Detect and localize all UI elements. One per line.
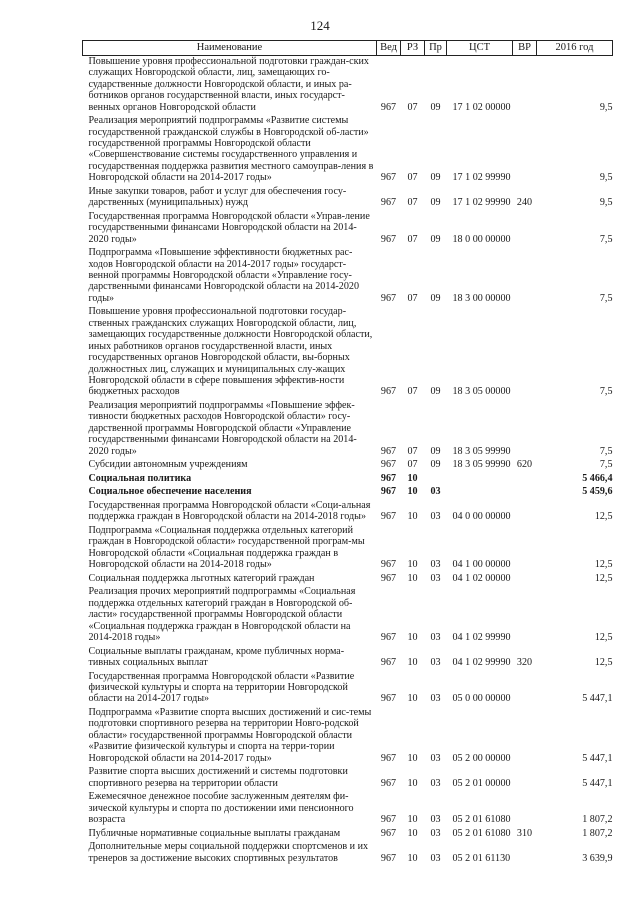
table-row	[83, 306, 613, 399]
row-pr: 09	[430, 445, 441, 457]
row-name: Государственная программа Новгородской области «Управ-ление государственными финансами Новгородской области на 2014-2020 годы»	[88, 210, 370, 245]
row-amount: 9,5	[599, 197, 613, 209]
row-vr	[513, 211, 537, 247]
row-amount: 7,5	[599, 233, 613, 245]
row-vr	[513, 586, 537, 645]
table-row	[83, 841, 613, 866]
row-ved: 967	[380, 813, 397, 825]
table-row	[83, 186, 613, 211]
row-ved: 967	[380, 656, 397, 668]
row-pr: 03	[430, 693, 441, 705]
table-row	[83, 500, 613, 525]
row-name: Реализация мероприятий подпрограммы «Развитие системы государственной гражданской службы в Новгородской об-ласти» государственной программы Новгородской области «Совершенствование системы государственного управления и государственная поддержка развития местного самоуправ-ления в Новгородской области на 2014-2017 годы»	[88, 115, 374, 184]
budget-table	[82, 40, 613, 866]
table-row	[83, 247, 613, 306]
row-cst: 18 0 00 00000	[452, 233, 511, 245]
row-vr	[513, 841, 537, 866]
header-name: Наименование	[83, 41, 377, 56]
row-pr: 03	[430, 656, 441, 668]
row-rz: 07	[407, 459, 418, 471]
row-pr: 09	[430, 172, 441, 184]
row-rz: 10	[407, 813, 418, 825]
row-name: Подпрограмма «Социальная поддержка отдельных категорий граждан в Новгородской области» государственной програм-мы Новгородской области «Социальная поддержка граждан в Новгородской области на 2014-2018 годы»	[88, 524, 365, 571]
row-amount: 7,5	[599, 445, 613, 457]
row-ved: 967	[380, 101, 397, 113]
row-ved: 967	[380, 233, 397, 245]
row-name: Реализация прочих мероприятий подпрограммы «Социальная поддержка отдельных категорий граждан в Новгородской об-ласти» государственной программы Новгородской области «Социальная поддержка граждан в Новгородской области на 2014-2018 годы»	[88, 586, 356, 643]
row-cst: 04 1 00 00000	[452, 559, 511, 571]
row-pr	[425, 473, 447, 487]
table-row	[83, 486, 613, 500]
row-ved: 967	[380, 459, 397, 471]
table-row	[83, 586, 613, 645]
header-year: 2016 год	[537, 41, 613, 56]
row-rz: 07	[407, 172, 418, 184]
row-vr: 310	[516, 827, 533, 839]
row-cst: 18 3 05 99990	[452, 445, 511, 457]
row-rz: 10	[407, 511, 418, 523]
row-pr: 03	[430, 852, 441, 864]
row-name: Публичные нормативные социальные выплаты гражданам	[88, 827, 341, 839]
row-amount: 12,5	[594, 559, 613, 571]
row-cst: 04 0 00 00000	[452, 511, 511, 523]
table-row	[83, 525, 613, 573]
row-ved: 967	[380, 852, 397, 864]
row-pr: 03	[430, 827, 441, 839]
row-name: Реализация мероприятий подпрограммы «Повышение эффек-тивности бюджетных расходов Новгородской области» госу-дарственной программы Новгородской области «Управление государственными финансами Новгородской области на 2014-2020 годы»	[88, 399, 357, 457]
row-name: Подпрограмма «Повышение эффективности бюджетных рас-ходов Новгородской области на 2014-2017 годы» государст-венной программы Новгородской области «Управление госу-дарственными финансами Новгородской области на 2014-2020 годы»	[88, 247, 359, 304]
row-rz: 10	[407, 693, 418, 705]
row-cst: 17 1 02 00000	[452, 101, 511, 113]
row-cst: 04 1 02 99990	[452, 631, 511, 643]
row-amount: 7,5	[599, 459, 613, 471]
table-row	[83, 646, 613, 671]
row-amount: 7,5	[599, 386, 613, 398]
table-row	[83, 766, 613, 791]
row-pr: 03	[430, 486, 441, 498]
row-ved: 967	[380, 693, 397, 705]
row-vr	[513, 115, 537, 186]
row-name: Государственная программа Новгородской области «Соци-альная поддержка граждан в Новгородской области на 2014-2018 годы»	[88, 499, 371, 523]
row-ved: 967	[380, 559, 397, 571]
row-name: Государственная программа Новгородской области «Развитие физической культуры и спорта на территории Новгородской области на 2014-2017 годы»	[88, 670, 355, 705]
row-rz: 10	[407, 827, 418, 839]
row-amount: 12,5	[594, 631, 613, 643]
row-rz: 10	[407, 852, 418, 864]
header-vr: ВР	[513, 41, 537, 56]
row-rz: 07	[407, 386, 418, 398]
row-ved: 967	[380, 472, 397, 484]
row-cst: 18 3 05 00000	[452, 386, 511, 398]
row-rz: 07	[407, 197, 418, 209]
row-name: Развитие спорта высших достижений и системы подготовки спортивного резерва на территории области	[88, 766, 348, 789]
row-name: Повышение уровня профессиональной подготовки государ-ственных гражданских служащих Новгородской области, лиц, замещающих государственные должности Новгородской области, иных работников органов государственной власти, иных государственных органов Новгородской области, вы-борных должностных лиц, служащих и муниципальных слу-жащих Новгородской области в сфере повышения эффектив-ности бюджетных расходов	[88, 306, 373, 398]
row-ved: 967	[380, 572, 397, 584]
row-cst	[447, 486, 513, 500]
page-number: 124	[310, 18, 330, 33]
table-row	[83, 671, 613, 707]
row-amount: 9,5	[599, 101, 613, 113]
row-name: Социальная политика	[88, 472, 192, 484]
row-ved: 967	[380, 777, 397, 789]
row-vr	[513, 766, 537, 791]
row-rz: 07	[407, 101, 418, 113]
row-cst: 05 2 01 00000	[452, 777, 511, 789]
table-row	[83, 459, 613, 473]
table-body	[83, 56, 613, 867]
row-rz: 10	[407, 572, 418, 584]
row-name: Подпрограмма «Развитие спорта высших достижений и сис-темы подготовки спортивного резерва на территории Новго-родской области» государственной программы Новгородской области «Развитие физической культуры и спорта на терри-тории Новгородской области на 2014-2017 годы»	[88, 706, 372, 764]
row-amount: 1 807,2	[582, 827, 613, 839]
row-rz: 10	[407, 777, 418, 789]
row-ved: 967	[380, 486, 397, 498]
table-row	[83, 573, 613, 587]
row-cst: 05 2 01 61130	[452, 852, 511, 864]
table-row	[83, 56, 613, 116]
row-cst: 17 1 02 99990	[452, 172, 511, 184]
header-rz: РЗ	[401, 41, 425, 56]
table-row	[83, 707, 613, 766]
row-name: Социальное обеспечение населения	[88, 486, 252, 498]
row-cst: 05 2 00 00000	[452, 752, 511, 764]
row-rz: 10	[407, 752, 418, 764]
row-cst: 05 0 00 00000	[452, 693, 511, 705]
table-row	[83, 115, 613, 186]
row-name: Повышение уровня профессиональной подготовки граждан-ских служащих Новгородской области, лиц, замещающих го-сударственные должности Новгородской области, и иных ра-ботников органов государственной власти, иных государст-венных органов Новгородской области	[88, 56, 369, 113]
row-cst: 18 3 05 99990	[452, 459, 511, 471]
row-pr: 09	[430, 101, 441, 113]
row-pr: 09	[430, 292, 441, 304]
row-rz: 10	[407, 656, 418, 668]
row-name: Социальные выплаты гражданам, кроме публичных норма-тивных социальных выплат	[88, 645, 345, 668]
row-vr	[513, 400, 537, 459]
row-vr	[513, 306, 537, 399]
row-amount: 5 466,4	[582, 472, 613, 484]
row-cst: 18 3 00 00000	[452, 292, 511, 304]
row-pr: 09	[430, 233, 441, 245]
row-rz: 10	[407, 631, 418, 643]
row-rz: 10	[407, 486, 418, 498]
row-pr: 03	[430, 559, 441, 571]
row-vr	[513, 473, 537, 487]
row-ved: 967	[380, 197, 397, 209]
row-name: Иные закупки товаров, работ и услуг для обеспечения госу-дарственных (муниципальных) нужд	[88, 185, 347, 209]
header-pr: Пр	[425, 41, 447, 56]
row-pr: 03	[430, 752, 441, 764]
row-name: Дополнительные меры социальной поддержки спортсменов и их тренеров за достижение высоких спортивных результатов	[88, 841, 369, 864]
row-amount: 12,5	[594, 511, 613, 523]
row-amount: 9,5	[599, 172, 613, 184]
row-pr: 03	[430, 813, 441, 825]
row-ved: 967	[380, 292, 397, 304]
row-cst: 05 2 01 61080	[452, 813, 511, 825]
row-pr: 03	[430, 572, 441, 584]
row-vr	[513, 500, 537, 525]
row-vr: 620	[516, 459, 533, 471]
row-vr	[513, 707, 537, 766]
row-cst	[447, 473, 513, 487]
row-ved: 967	[380, 386, 397, 398]
header-ved: Вед	[377, 41, 401, 56]
row-ved: 967	[380, 631, 397, 643]
row-pr: 09	[430, 386, 441, 398]
row-pr: 09	[430, 197, 441, 209]
row-vr	[513, 573, 537, 587]
row-vr	[513, 671, 537, 707]
row-pr: 03	[430, 511, 441, 523]
row-name: Ежемесячное денежное пособие заслуженным деятелям фи-зической культуры и спорта по достижении ими пенсионного возраста	[88, 791, 354, 825]
row-ved: 967	[380, 827, 397, 839]
row-vr	[513, 525, 537, 573]
row-ved: 967	[380, 752, 397, 764]
row-vr	[513, 56, 537, 116]
table-row	[83, 400, 613, 459]
row-amount: 5 447,1	[582, 752, 613, 764]
row-cst: 04 1 02 99990	[452, 656, 511, 668]
row-amount: 7,5	[599, 292, 613, 304]
table-row	[83, 473, 613, 487]
row-rz: 07	[407, 445, 418, 457]
row-vr	[513, 791, 537, 827]
row-cst: 05 2 01 61080	[452, 827, 511, 839]
row-amount: 1 807,2	[582, 813, 613, 825]
row-cst: 04 1 02 00000	[452, 572, 511, 584]
row-vr: 320	[516, 656, 533, 668]
table-row	[83, 828, 613, 842]
row-amount: 12,5	[594, 572, 613, 584]
table-header-row	[83, 41, 613, 56]
row-cst: 17 1 02 99990	[452, 197, 511, 209]
row-amount: 5 447,1	[582, 693, 613, 705]
row-ved: 967	[380, 511, 397, 523]
row-rz: 07	[407, 292, 418, 304]
row-amount: 5 459,6	[582, 486, 613, 498]
row-rz: 10	[407, 472, 418, 484]
row-amount: 3 639,9	[582, 852, 613, 864]
row-vr	[513, 486, 537, 500]
header-cst: ЦСТ	[447, 41, 513, 56]
row-vr	[513, 247, 537, 306]
row-vr: 240	[516, 197, 533, 209]
row-ved: 967	[380, 445, 397, 457]
row-rz: 10	[407, 559, 418, 571]
row-amount: 12,5	[594, 656, 613, 668]
table-row	[83, 791, 613, 827]
row-pr: 03	[430, 631, 441, 643]
row-pr: 03	[430, 777, 441, 789]
row-amount: 5 447,1	[582, 777, 613, 789]
row-name: Социальная поддержка льготных категорий граждан	[88, 572, 315, 584]
row-rz: 07	[407, 233, 418, 245]
row-pr: 09	[430, 459, 441, 471]
row-name: Субсидии автономным учреждениям	[88, 459, 248, 471]
row-ved: 967	[380, 172, 397, 184]
table-row	[83, 211, 613, 247]
